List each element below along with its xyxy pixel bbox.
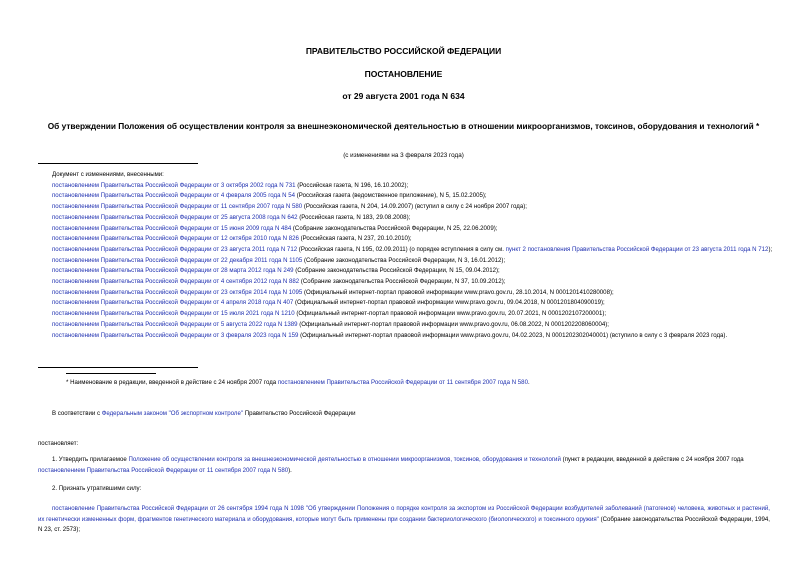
list-item bbox=[38, 320, 774, 331]
amendment-link[interactable]: постановлением Правительства Российской Федерации от 4 февраля 2005 года N 54 bbox=[52, 192, 296, 200]
amendment-source: (Российская газета, N 183, 29.08.2008); bbox=[297, 213, 411, 221]
amendment-link[interactable]: постановлением Правительства Российской Федерации от 23 августа 2011 года N 712 bbox=[52, 245, 298, 253]
document-subject: Об утверждении Положения об осуществлении контроля за внешнеэкономической деятельностью в отношении микроорганизмов, токсинов, оборудования и технологий * bbox=[47, 121, 760, 131]
amendment-source: (Российская газета, N 196, 16.10.2002); bbox=[295, 181, 409, 189]
amendment-source: (Официальный интернет-портал правовой информации www.pravo.gov.ru, 20.07.2021, N 0001202107200001); bbox=[294, 310, 607, 318]
amendment-link[interactable]: постановлением Правительства Российской Федерации от 11 сентября 2007 года N 580 bbox=[52, 203, 303, 211]
legal-basis bbox=[52, 410, 355, 417]
list-item bbox=[38, 224, 774, 235]
amendment-source: (Российская газета, N 204, 14.09.2007) (вступил в силу с 24 ноября 2007 года); bbox=[302, 203, 527, 211]
point-1-end: ). bbox=[288, 466, 292, 474]
government-title: ПРАВИТЕЛЬСТВО РОССИЙСКОЙ ФЕДЕРАЦИИ bbox=[305, 46, 502, 56]
list-item bbox=[38, 202, 774, 213]
amendment-link[interactable]: постановлением Правительства Российской Федерации от 12 октября 2010 года N 826 bbox=[52, 235, 299, 243]
amendment-link[interactable]: постановлением Правительства Российской Федерации от 22 декабря 2011 года N 1105 bbox=[52, 256, 303, 264]
list-item bbox=[38, 181, 774, 192]
basis-text: В соответствии с bbox=[52, 410, 102, 417]
amendment-link[interactable]: постановлением Правительства Российской Федерации от 15 июля 2021 года N 1210 bbox=[52, 310, 295, 318]
amendment-link[interactable]: постановлением Правительства Российской Федерации от 23 октября 2014 года N 1095 bbox=[52, 288, 303, 296]
amendment-source: (Российская газета, N 237, 20.10.2010); bbox=[298, 235, 412, 243]
amendment-source: (Официальный интернет-портал правовой информации www.pravo.gov.ru, 09.04.2018, N 0001201804090019); bbox=[293, 299, 605, 307]
point-1-text: 1. Утвердить прилагаемое bbox=[52, 456, 129, 463]
list-item bbox=[38, 298, 774, 309]
list-item bbox=[38, 234, 774, 245]
footnote-text: * Наименование в редакции, введенной в действие с 24 ноября 2007 года bbox=[66, 379, 278, 386]
list-item bbox=[38, 277, 774, 288]
amendment-link[interactable]: постановлением Правительства Российской Федерации от 28 марта 2012 года N 249 bbox=[52, 267, 294, 275]
basis-text-end: Правительство Российской Федерации bbox=[243, 410, 356, 417]
divider bbox=[38, 367, 198, 368]
list-item bbox=[38, 213, 774, 224]
document-type: ПОСТАНОВЛЕНИЕ bbox=[364, 69, 443, 79]
amendment-source: (Собрание законодательства Российской Федерации, N 37, 10.09.2012); bbox=[299, 278, 506, 286]
list-item bbox=[38, 309, 774, 320]
footnote-link[interactable]: постановлением Правительства Российской Федерации от 11 сентября 2007 года N 580 bbox=[277, 379, 528, 386]
document-date-number: от 29 августа 2001 года N 634 bbox=[342, 91, 465, 101]
amendment-clause-link[interactable]: пункт 2 постановления Правительства Российской Федерации от 23 августа 2011 года N 712 bbox=[505, 245, 769, 253]
repealed-act-source: (Собрание законодательства Российской Федерации, 1994, N 23, ст. 2573); bbox=[38, 515, 770, 533]
decree-word: постановляет: bbox=[38, 440, 79, 447]
amendment-source: (Официальный интернет-портал правовой информации www.pravo.gov.ru, 28.10.2014, N 0001201410280008); bbox=[302, 288, 614, 296]
divider bbox=[38, 163, 198, 164]
regulation-link[interactable]: Положение об осуществлении контроля за внешнеэкономической деятельностью в отношении микроорганизмов, токсинов, оборудования и технологий bbox=[128, 456, 561, 463]
amendment-source: (Российская газета (ведомственное приложение), N 5, 15.02.2005); bbox=[295, 192, 487, 200]
footnote-divider bbox=[66, 373, 156, 374]
edition-note: (с изменениями на 3 февраля 2023 года) bbox=[343, 152, 464, 159]
amendment-source: (Российская газета, N 195, 02.09.2011) (о порядке вступления в силу см. bbox=[297, 245, 506, 253]
footnote-end: . bbox=[527, 379, 530, 386]
federal-law-link[interactable]: Федеральным законом "Об экспортном контроле" bbox=[101, 410, 243, 417]
amendment-link[interactable]: постановлением Правительства Российской Федерации от 3 октября 2002 года N 731 bbox=[52, 181, 296, 189]
amendment-link[interactable]: постановлением Правительства Российской Федерации от 5 августа 2022 года N 1389 bbox=[52, 320, 298, 328]
list-item bbox=[38, 191, 774, 202]
amendment-source: (Собрание законодательства Российской Федерации, N 15, 09.04.2012); bbox=[293, 267, 500, 275]
amendment-link[interactable]: постановлением Правительства Российской Федерации от 11 сентября 2007 года N 580 bbox=[38, 466, 289, 474]
amendment-source: (Официальный интернет-портал правовой информации www.pravo.gov.ru, 06.08.2022, N 0001202208060004); bbox=[297, 320, 609, 328]
amendment-source: (Собрание законодательства Российской Федерации, N 3, 16.01.2012); bbox=[302, 256, 506, 264]
amendment-source: (Официальный интернет-портал правовой информации www.pravo.gov.ru, 04.02.2023, N 0001202302040001) (вступило в силу с 3 февраля 2023 года). bbox=[298, 331, 728, 339]
list-item bbox=[38, 245, 774, 256]
amendment-source: (Собрание законодательства Российской Федерации, N 25, 22.06.2009); bbox=[291, 224, 498, 232]
amendment-link[interactable]: постановлением Правительства Российской Федерации от 4 сентября 2012 года N 882 bbox=[52, 278, 300, 286]
list-item bbox=[38, 266, 774, 277]
point-1-note: (пункт в редакции, введенной в действие с 24 ноября 2007 года bbox=[560, 456, 744, 463]
footnote bbox=[66, 379, 766, 386]
repealed-act-link[interactable]: постановление Правительства Российской Федерации от 26 сентября 1994 года N 1098 "Об утверждении Положения о порядке контроля за экспортом из Российской Федерации возбудителей заболеваний (патогенов) человека, животных и растений, их генетически измененных форм, фрагментов генетического материала и оборудования, которые могут быть применены при создании бактериологического (биологического) и токсинного оружия" bbox=[38, 505, 770, 523]
point-2: 2. Признать утратившими силу: bbox=[52, 485, 142, 492]
amendment-end: ); bbox=[768, 245, 773, 253]
amendments-intro: Документ с изменениями, внесенными: bbox=[52, 171, 164, 178]
list-item bbox=[38, 331, 774, 342]
amendment-link[interactable]: постановлением Правительства Российской Федерации от 25 августа 2008 года N 642 bbox=[52, 213, 298, 221]
repealed-act bbox=[38, 504, 770, 536]
point-1 bbox=[38, 455, 770, 476]
list-item bbox=[38, 256, 774, 267]
amendment-link[interactable]: постановлением Правительства Российской Федерации от 15 июня 2009 года N 484 bbox=[52, 224, 292, 232]
amendment-link[interactable]: постановлением Правительства Российской Федерации от 3 февраля 2023 года N 159 bbox=[52, 331, 299, 339]
list-item bbox=[38, 288, 774, 299]
amendment-link[interactable]: постановлением Правительства Российской Федерации от 4 апреля 2018 года N 407 bbox=[52, 299, 294, 307]
amendments-list bbox=[38, 170, 774, 341]
